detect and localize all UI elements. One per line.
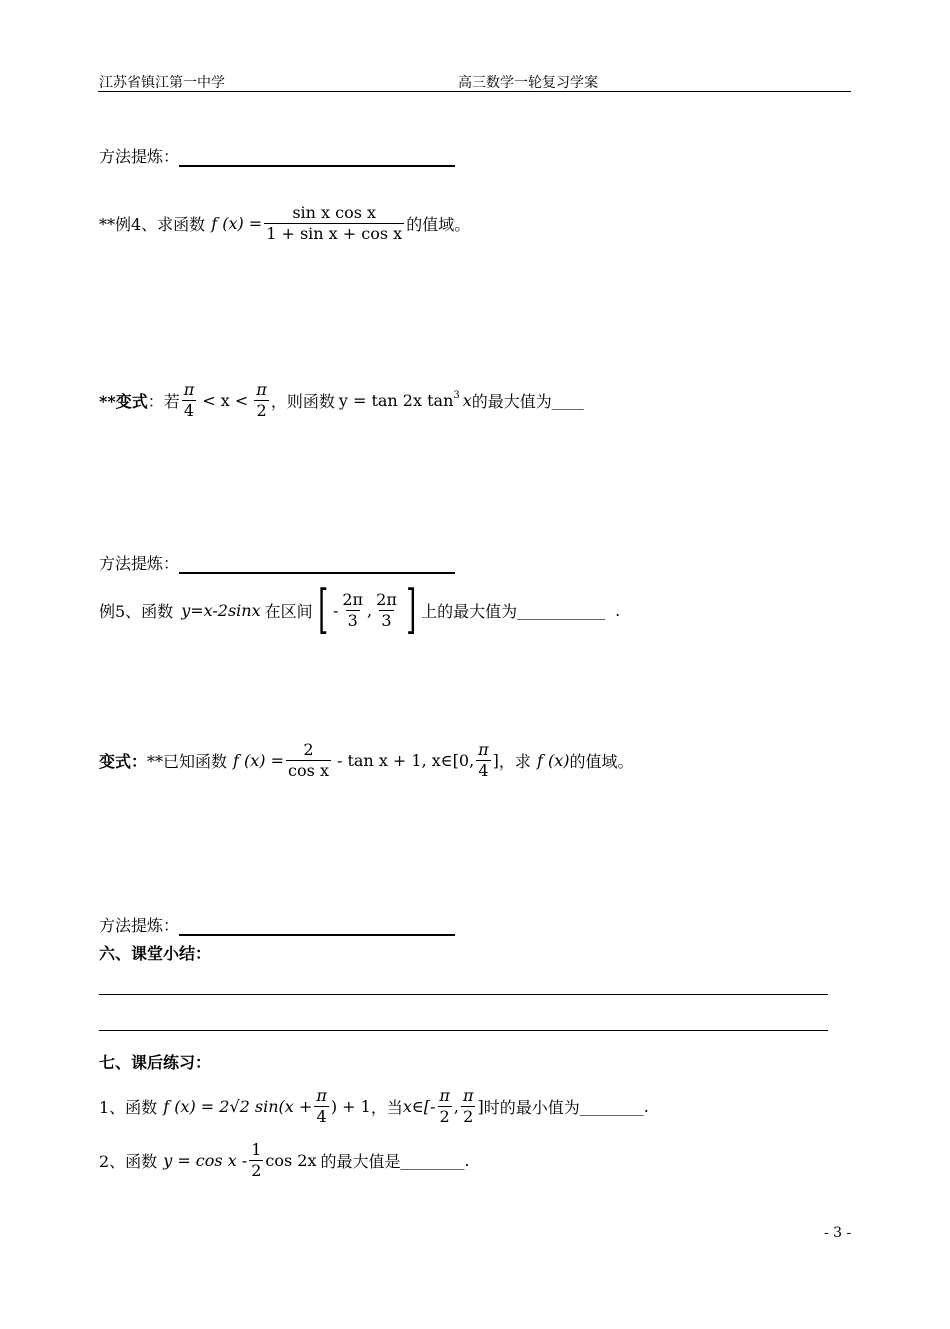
inequality: < x < (202, 391, 249, 410)
answer-blank[interactable]: ________ (579, 1097, 644, 1116)
exercise-1-expr-end: ) + 1 (330, 1097, 371, 1116)
fraction-denominator: cos x (288, 761, 329, 780)
method-label: 方法提炼： (99, 147, 180, 166)
answer-blank[interactable]: ________ (400, 1151, 465, 1170)
exercise-1-prefix: 1、函数 (99, 1098, 158, 1117)
variant-2-suffix: 的值域。 (569, 752, 634, 771)
variant-2-rest: - tan x + 1, x∈[0, (336, 751, 475, 770)
answer-blank[interactable]: ___________ (517, 600, 606, 620)
fraction-pi-2 (437, 1086, 452, 1127)
variant-1 (99, 380, 584, 421)
fraction-denominator: 4 (316, 1107, 327, 1126)
summary-line-1[interactable] (99, 994, 828, 995)
fraction-pi-4 (314, 1086, 329, 1127)
fraction-numerator: π (478, 740, 489, 759)
fraction-numerator: sin x cos x (292, 203, 377, 222)
variant-1-label: **变式 (99, 392, 148, 411)
example-5-expr: y=x-2sinx (181, 600, 261, 620)
example-5-suffix: 上的最大值为 (421, 601, 518, 621)
method-line-2 (99, 551, 455, 574)
fraction-numerator: π (316, 1086, 327, 1105)
example-4-prefix: **例4、求函数 (99, 215, 206, 234)
exponent: 3 (453, 390, 460, 401)
fraction-pi-4 (476, 740, 491, 781)
variant-1-suffix: 的最大值为 (471, 392, 552, 411)
answer-blank[interactable] (179, 918, 455, 936)
variant-1-colon: ：若 (147, 392, 180, 411)
variant-2-fx: f (x) (536, 751, 570, 770)
variant-2-prefix: **已知函数 (147, 752, 228, 771)
example-5-mid: 在区间 (264, 601, 313, 621)
example-4-suffix: 的值域。 (406, 215, 471, 234)
fraction-denominator: 4 (478, 761, 489, 780)
fraction-1-2 (249, 1140, 263, 1181)
fraction-denominator: 1 + sin x + cos x (266, 224, 403, 243)
fraction-numerator: 2 (303, 740, 314, 759)
variant-2-function: f (x) = (233, 751, 285, 770)
variant-2 (99, 740, 633, 781)
fraction-numerator: 1 (251, 1140, 262, 1159)
fraction-denominator: 2 (251, 1161, 262, 1180)
close-bracket: ] (492, 751, 499, 770)
answer-blank[interactable]: ____ (551, 391, 584, 410)
exercise-1-when: ，当 (370, 1098, 403, 1117)
fraction-2-cosx (286, 740, 331, 781)
period: . (643, 1097, 649, 1116)
header-title: 高三数学一轮复习学案 (458, 75, 598, 91)
close-bracket: ] (477, 1097, 484, 1116)
period: . (464, 1151, 470, 1170)
exercise-1-range: x∈[- (402, 1097, 436, 1116)
exercise-2 (99, 1140, 470, 1181)
fraction-denominator: 2 (463, 1107, 474, 1126)
variant-1-var: x (462, 391, 472, 410)
fraction-numerator: π (256, 380, 267, 399)
fraction-numerator: π (183, 380, 195, 399)
exercise-1-suffix: 时的最小值为 (483, 1098, 580, 1117)
fraction-denominator: 4 (183, 401, 195, 420)
fraction-denominator: 2 (439, 1107, 450, 1126)
fraction-2pi-3 (374, 590, 399, 631)
exercise-2-expr: y = cos x - (163, 1151, 248, 1170)
exercise-1-expr: f (x) = 2√2 sin(x + (163, 1097, 313, 1116)
fraction-pi-2 (254, 380, 269, 421)
variant-2-ask: ，求 (498, 752, 531, 771)
negative-sign: - (332, 600, 339, 620)
method-line-3 (99, 913, 455, 936)
exercise-1 (99, 1086, 649, 1127)
example-5 (99, 580, 621, 640)
section-7-heading: 七、课后练习： (99, 1053, 212, 1072)
fraction-numerator: 2π (342, 589, 364, 609)
fraction-numerator: π (439, 1086, 450, 1105)
example-4-function: f (x) = (211, 214, 263, 233)
variant-2-label: 变式： (99, 752, 148, 771)
header-school: 江苏省镇江第一中学 (99, 75, 225, 91)
fraction-pi-4 (182, 380, 197, 421)
comma: , (367, 600, 373, 620)
right-bracket: ] (405, 580, 417, 640)
example-4 (99, 203, 470, 244)
variant-1-comma: ，则函数 (270, 392, 335, 411)
left-bracket: [ (317, 580, 328, 640)
method-label: 方法提炼： (99, 916, 180, 935)
fraction-pi-2 (461, 1086, 476, 1127)
exercise-2-suffix: 的最大值是 (320, 1152, 401, 1171)
method-line-1 (99, 144, 455, 167)
section-6-heading: 六、课堂小结： (99, 944, 212, 963)
answer-blank[interactable] (179, 556, 455, 574)
page-number: - 3 - (824, 1225, 852, 1241)
fraction-numerator: π (462, 1086, 474, 1105)
exercise-2-expr-end: cos 2x (265, 1151, 317, 1170)
example-4-fraction (264, 203, 404, 244)
fraction-numerator: 2π (376, 589, 397, 609)
example-5-prefix: 例5、函数 (99, 601, 174, 621)
fraction-2pi-3 (340, 590, 365, 631)
variant-1-expr: y = tan 2x tan (338, 391, 454, 410)
method-label: 方法提炼： (99, 554, 180, 573)
fraction-denominator: 3 (347, 610, 358, 630)
fraction-denominator: 3 (381, 610, 392, 630)
fraction-denominator: 2 (256, 401, 267, 420)
exercise-2-prefix: 2、函数 (99, 1152, 158, 1171)
period: . (615, 600, 621, 620)
answer-blank[interactable] (179, 149, 455, 167)
header-rule (98, 91, 851, 92)
comma: , (453, 1097, 459, 1116)
summary-line-2[interactable] (99, 1030, 828, 1031)
